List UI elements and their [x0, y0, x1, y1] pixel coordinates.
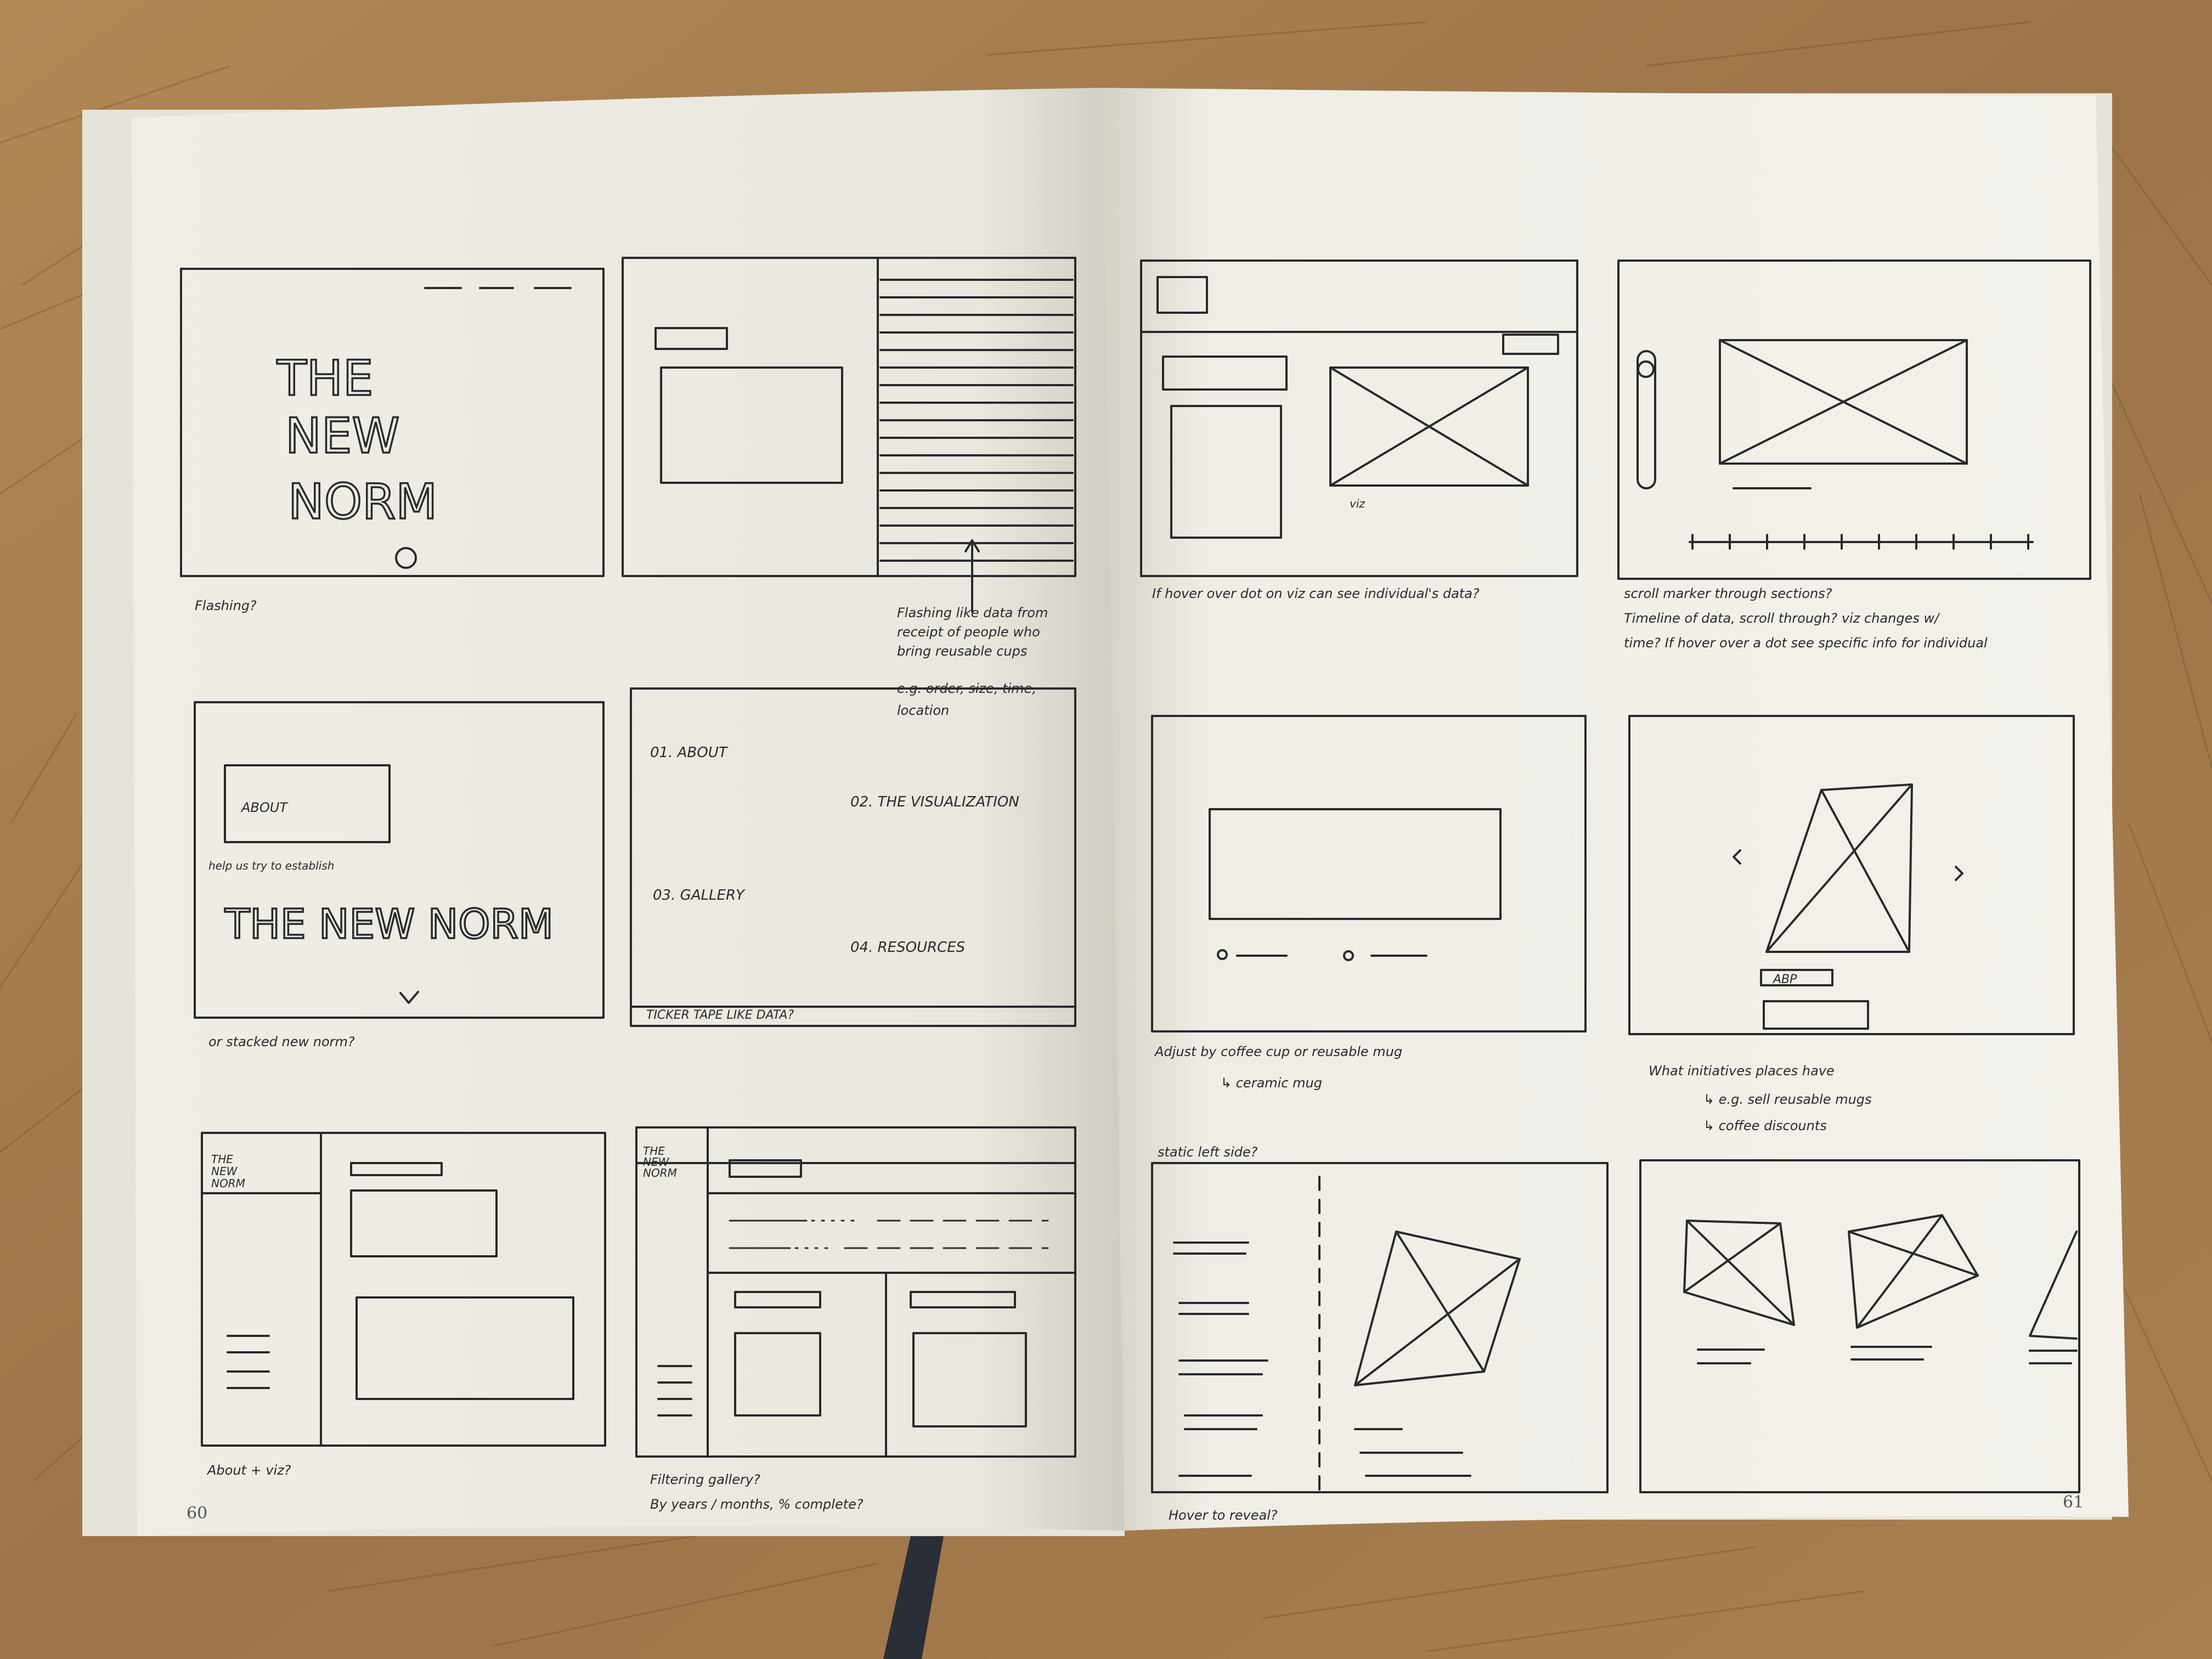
gallery-logo-line-2: NEW [643, 1155, 669, 1169]
logo-line-3: NORM [211, 1177, 245, 1190]
frame-l5-caption: About + viz? [207, 1463, 291, 1478]
frame-r2-caption-3: time? If hover over a dot see specific info for individual [1624, 635, 1988, 651]
right-page-number: 61 [2063, 1493, 2084, 1512]
frame-l1-caption: Flashing? [195, 598, 257, 613]
menu-item-about: 01. ABOUT [650, 744, 727, 761]
big-title-the-new-norm: THE NEW NORM [225, 901, 554, 948]
frame-r4-caption-3: ↳ coffee discounts [1703, 1118, 1827, 1133]
about-box-label: ABOUT [241, 800, 287, 815]
logo-line-1: THE [211, 1153, 233, 1166]
about-sub-label: help us try to establish [208, 859, 335, 872]
left-page-number: 60 [187, 1504, 208, 1523]
frame-l2-note-1: Flashing like data from [897, 605, 1048, 620]
frame-l6-caption-2: By years / months, % complete? [650, 1497, 864, 1512]
title-line-new: NEW [285, 408, 400, 464]
frame-l2-note-5: location [897, 703, 950, 718]
frame-r4-caption-2: ↳ e.g. sell reusable mugs [1703, 1092, 1872, 1107]
viz-label: viz [1350, 497, 1365, 510]
title-line-the: THE [277, 350, 374, 407]
abp-button-label: ABP [1773, 973, 1797, 986]
menu-item-resources: 04. RESOURCES [850, 939, 966, 956]
frame-r4-caption-1: What initiatives places have [1649, 1063, 1835, 1079]
frame-l6-caption-1: Filtering gallery? [650, 1472, 760, 1487]
frame-r5-caption-top: static left side? [1158, 1144, 1258, 1160]
frame-r2-caption-2: Timeline of data, scroll through? viz changes w/ [1624, 611, 1939, 626]
ticker-footer-label: TICKER TAPE LIKE DATA? [646, 1008, 794, 1022]
frame-r3-caption-2: ↳ ceramic mug [1221, 1075, 1322, 1091]
menu-item-visualization: 02. THE VISUALIZATION [850, 794, 1019, 810]
frame-r1-caption: If hover over dot on viz can see individual's data? [1152, 586, 1480, 601]
frame-r5-caption-bottom: Hover to reveal? [1169, 1508, 1278, 1523]
frame-l2-note-3: bring reusable cups [897, 644, 1028, 659]
frame-r2-caption-1: scroll marker through sections? [1624, 586, 1832, 601]
menu-item-gallery: 03. GALLERY [653, 887, 744, 904]
gallery-logo-line-1: THE [643, 1144, 665, 1158]
gallery-logo-line-3: NORM [643, 1166, 677, 1180]
frame-l2-note-4: e.g. order, size, time, [897, 681, 1037, 696]
logo-line-2: NEW [211, 1165, 238, 1178]
frame-l3-caption: or stacked new norm? [208, 1034, 355, 1049]
frame-r3-caption-1: Adjust by coffee cup or reusable mug [1155, 1044, 1403, 1059]
frame-l2-note-2: receipt of people who [897, 624, 1040, 640]
title-line-norm: NORM [288, 473, 438, 530]
